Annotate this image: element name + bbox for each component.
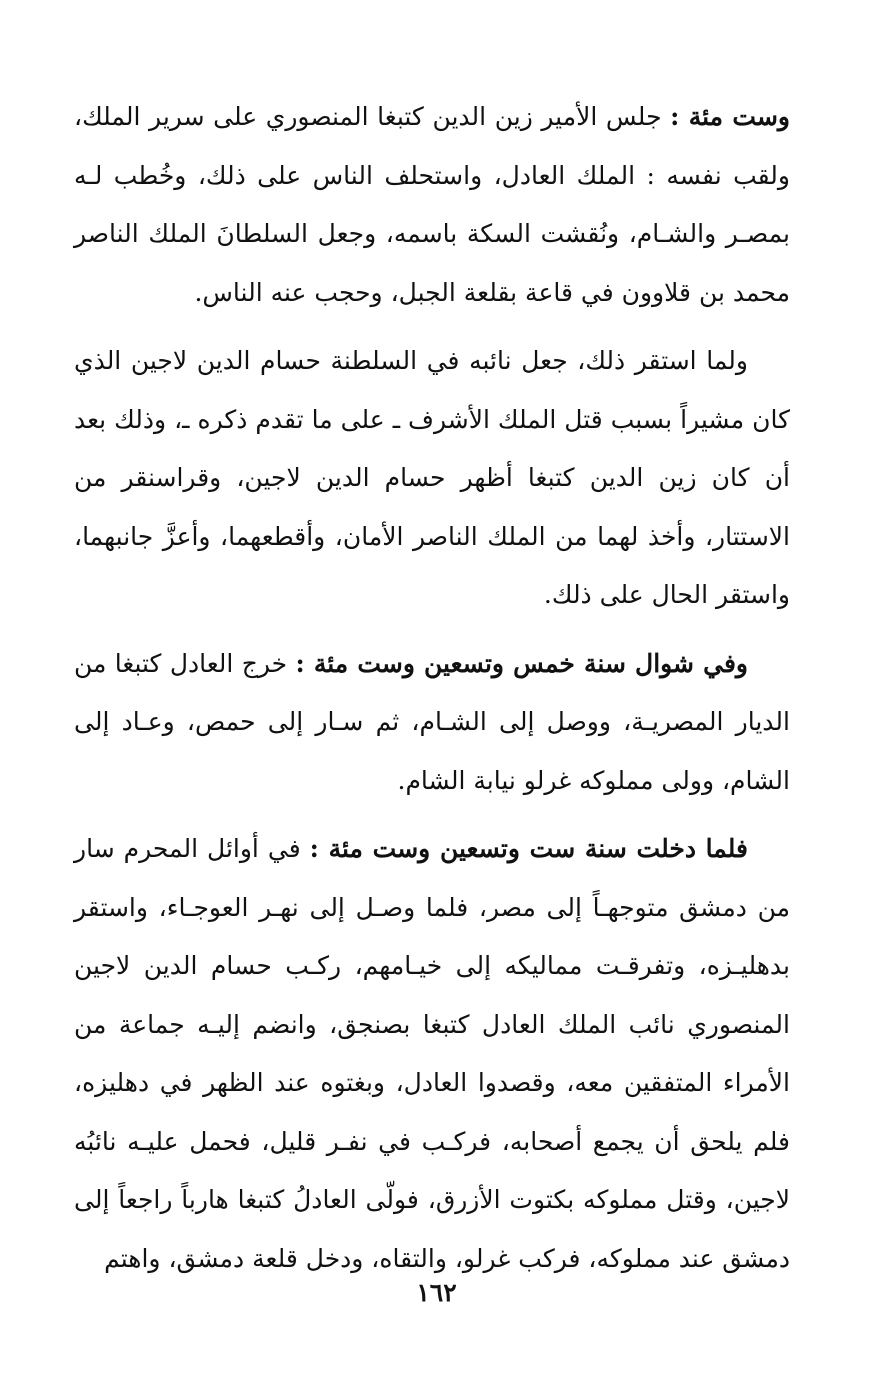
- paragraph-2-body: ولما استقر ذلك، جعل نائبه في السلطنة حسام الدين لاجين الذي كان مشيراً بسبب قتل الملك الأشرف ـ على ما تقدم ذكره ـ، وذلك بعد أن كان زين الدين كتبغا أظهر حسام الدين لاجين، وقراسنقر من الاستتار، وأخذ لهما من الملك الناصر الأمان، وأقطعهما، وأعزَّ جانبهما، واستقر الحال على ذلك.: [74, 346, 790, 609]
- paragraph-3: [74, 635, 790, 811]
- paragraph-1: [74, 88, 790, 322]
- paragraph-4-lead: فلما دخلت سنة ست وتسعين وست مئة :: [309, 834, 748, 863]
- body-text: [74, 88, 790, 1288]
- paragraph-2: [74, 332, 790, 625]
- paragraph-4-body: في أوائل المحرم سار من دمشق متوجهـاً إلى مصر، فلما وصـل إلى نهـر العوجـاء، واستقر بدهليـزه، وتفرقـت مماليكه إلى خيـامهم، ركـب حسام الدين لاجين المنصوري نائب الملك العادل كتبغا بصنجق، وانضم إليـه جماعة من الأمراء المتفقين معه، وقصدوا العادل، وبغتوه عند الظهر في دهليزه، فلم يلحق أن يجمع أصحابه، فركـب في نفـر قليل، فحمل عليـه نائبُه لاجين، وقتل مملوكه بكتوت الأزرق، فولّى العادلُ كتبغا هارباً راجعاً إلى دمشق عند مملوكه، فركب غرلو، والتقاه، ودخل قلعة دمشق، واهتم: [74, 834, 790, 1273]
- paragraph-3-lead: وفي شوال سنة خمس وتسعين وست مئة :: [295, 648, 748, 678]
- paragraph-1-lead: وست مئة :: [670, 102, 790, 131]
- paragraph-4: [74, 820, 790, 1288]
- paragraph-3-body: خرج العادل كتبغا من الديار المصريـة، ووصل إلى الشـام، ثم سـار إلى حمص، وعـاد إلى الشام، وولى مملوكه غرلو نيابة الشام.: [74, 648, 790, 795]
- paragraph-1-body: جلس الأمير زين الدين كتبغا المنصوري على سرير الملك، ولقب نفسه : الملك العادل، واستحلف الناس على ذلك، وخُطب لـه بمصـر والشـام، ونُقشت السكة باسمه، وجعل السلطانَ الملك الناصر محمد بن قلاوون في قاعة بقلعة الجبل، وحجب عنه الناس.: [74, 102, 790, 307]
- page-number: ١٦٢: [416, 1278, 457, 1307]
